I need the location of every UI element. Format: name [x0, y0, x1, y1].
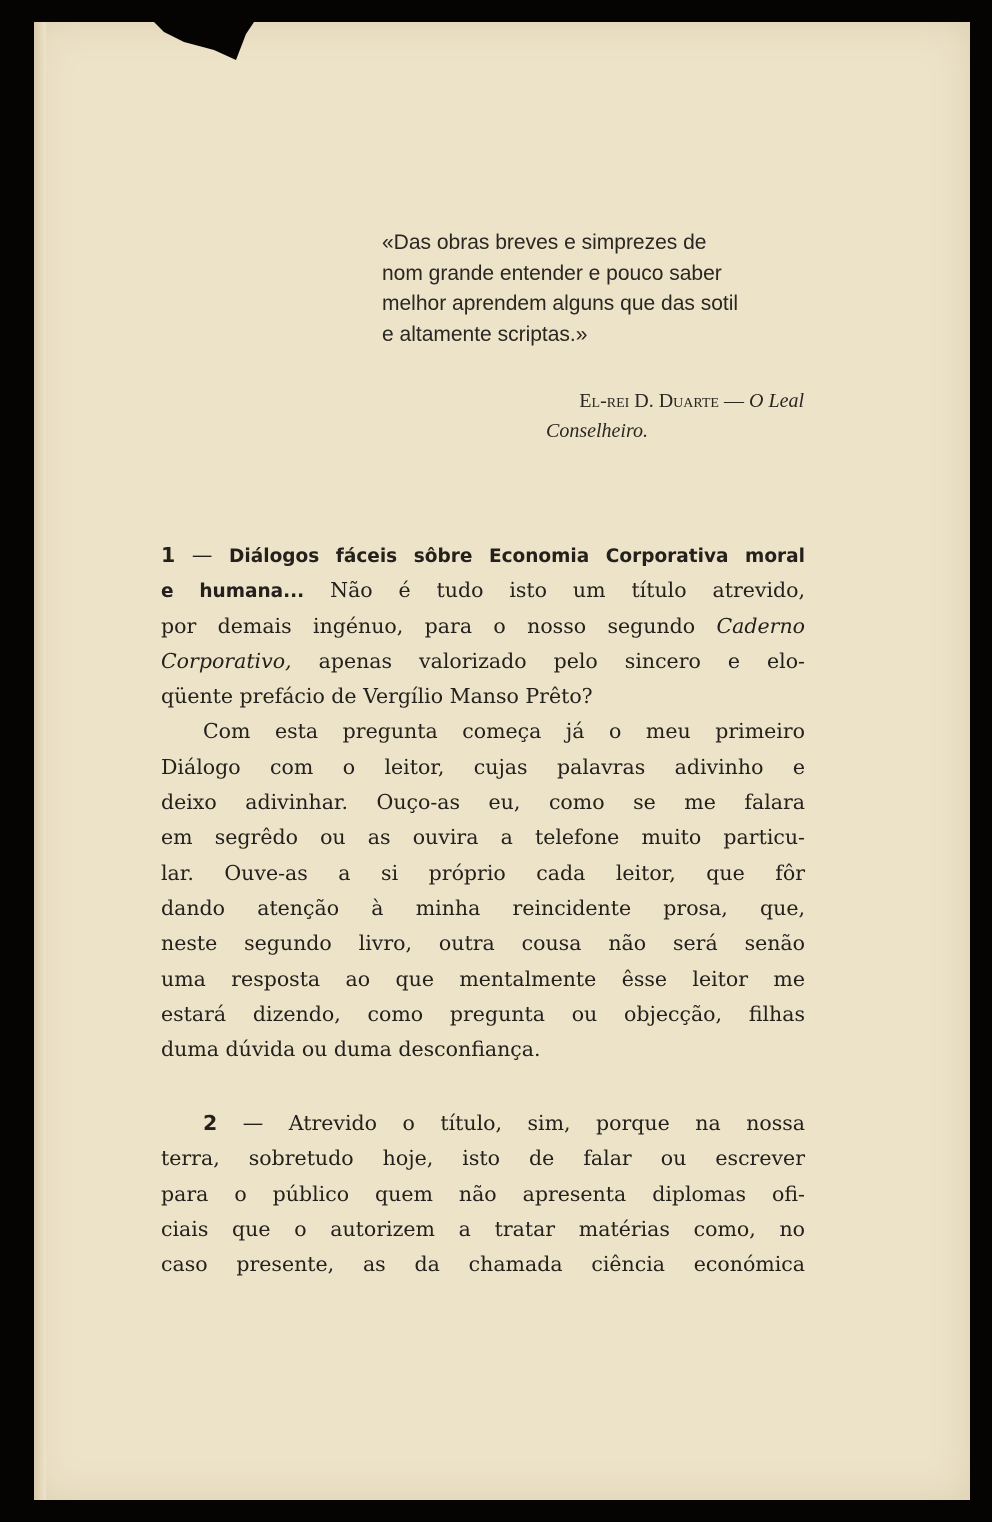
body-line: qüente prefácio de Vergílio Manso Prêto? — [161, 684, 593, 709]
epigraph-attribution — [504, 386, 804, 446]
body-line: em segrêdo ou as ouvira a telefone muito particu- — [161, 825, 805, 850]
section-heading: Diálogos fáceis sôbre Economia Corporativa moral — [229, 546, 805, 567]
epigraph — [382, 228, 822, 350]
section-2 — [161, 1106, 805, 1282]
attribution-dash: — — [724, 390, 744, 412]
body-text-italic: Corporativo, — [161, 648, 292, 673]
body-line: ciais que o autorizem a tratar matérias como, no — [161, 1216, 805, 1241]
body-line: uma resposta ao que mentalmente êsse leitor me — [161, 966, 805, 991]
body-line: deixo adivinhar. Ouço-as eu, como se me falara — [161, 790, 805, 815]
body-line — [161, 644, 805, 679]
body-line: estará dizendo, como pregunta ou objecção, filhas — [161, 1001, 805, 1026]
section-number: 1 — [161, 543, 176, 567]
body-line: caso presente, as da chamada ciência económica — [161, 1252, 805, 1277]
section-dash: — — [242, 1111, 264, 1135]
body-line: terra, sobretudo hoje, isto de falar ou escrever — [161, 1146, 805, 1171]
body-line: Com esta pregunta começa já o meu primeiro — [203, 719, 805, 744]
attribution-author: El-rei D. Duarte — [579, 390, 719, 412]
body-line — [161, 609, 805, 644]
attribution-work-title: O Leal — [749, 390, 804, 412]
torn-corner — [154, 22, 254, 62]
body-text: Não é tudo isto um título atrevido, — [330, 578, 805, 603]
epigraph-line: e altamente scriptas.» — [382, 322, 588, 346]
book-page — [34, 22, 970, 1500]
section-heading-cont: e humana... — [161, 581, 305, 603]
body-text: por demais ingénuo, para o nosso segundo — [161, 613, 696, 638]
body-text: apenas valorizado pelo sincero e elo- — [318, 648, 805, 673]
section-1 — [161, 538, 805, 1067]
body-line — [161, 1106, 805, 1141]
page-gutter-shadow — [34, 22, 46, 1500]
body-line: duma dúvida ou duma desconfiança. — [161, 1037, 541, 1062]
body-line — [161, 573, 805, 608]
section-number: 2 — [203, 1111, 218, 1135]
epigraph-line: nom grande entender e pouco saber — [382, 261, 722, 285]
section-dash: — — [191, 543, 213, 567]
body-line: para o público quem não apresenta diplomas ofi- — [161, 1181, 805, 1206]
body-line: dando atenção à minha reincidente prosa, que, — [161, 895, 805, 920]
epigraph-line: melhor aprendem alguns que das sotil — [382, 292, 739, 315]
body-line: Diálogo com o leitor, cujas palavras adivinho e — [161, 754, 805, 779]
epigraph-line: «Das obras breves e simprezes de — [382, 231, 707, 254]
body-text: Atrevido o título, sim, porque na nossa — [288, 1111, 805, 1135]
attribution-work-title-cont: Conselheiro. — [546, 420, 649, 442]
body-text-italic: Caderno — [716, 613, 805, 638]
body-line: neste segundo livro, outra cousa não será senão — [161, 931, 805, 956]
section-1-heading-line — [161, 538, 805, 573]
body-line: lar. Ouve-as a si próprio cada leitor, que fôr — [161, 860, 805, 885]
